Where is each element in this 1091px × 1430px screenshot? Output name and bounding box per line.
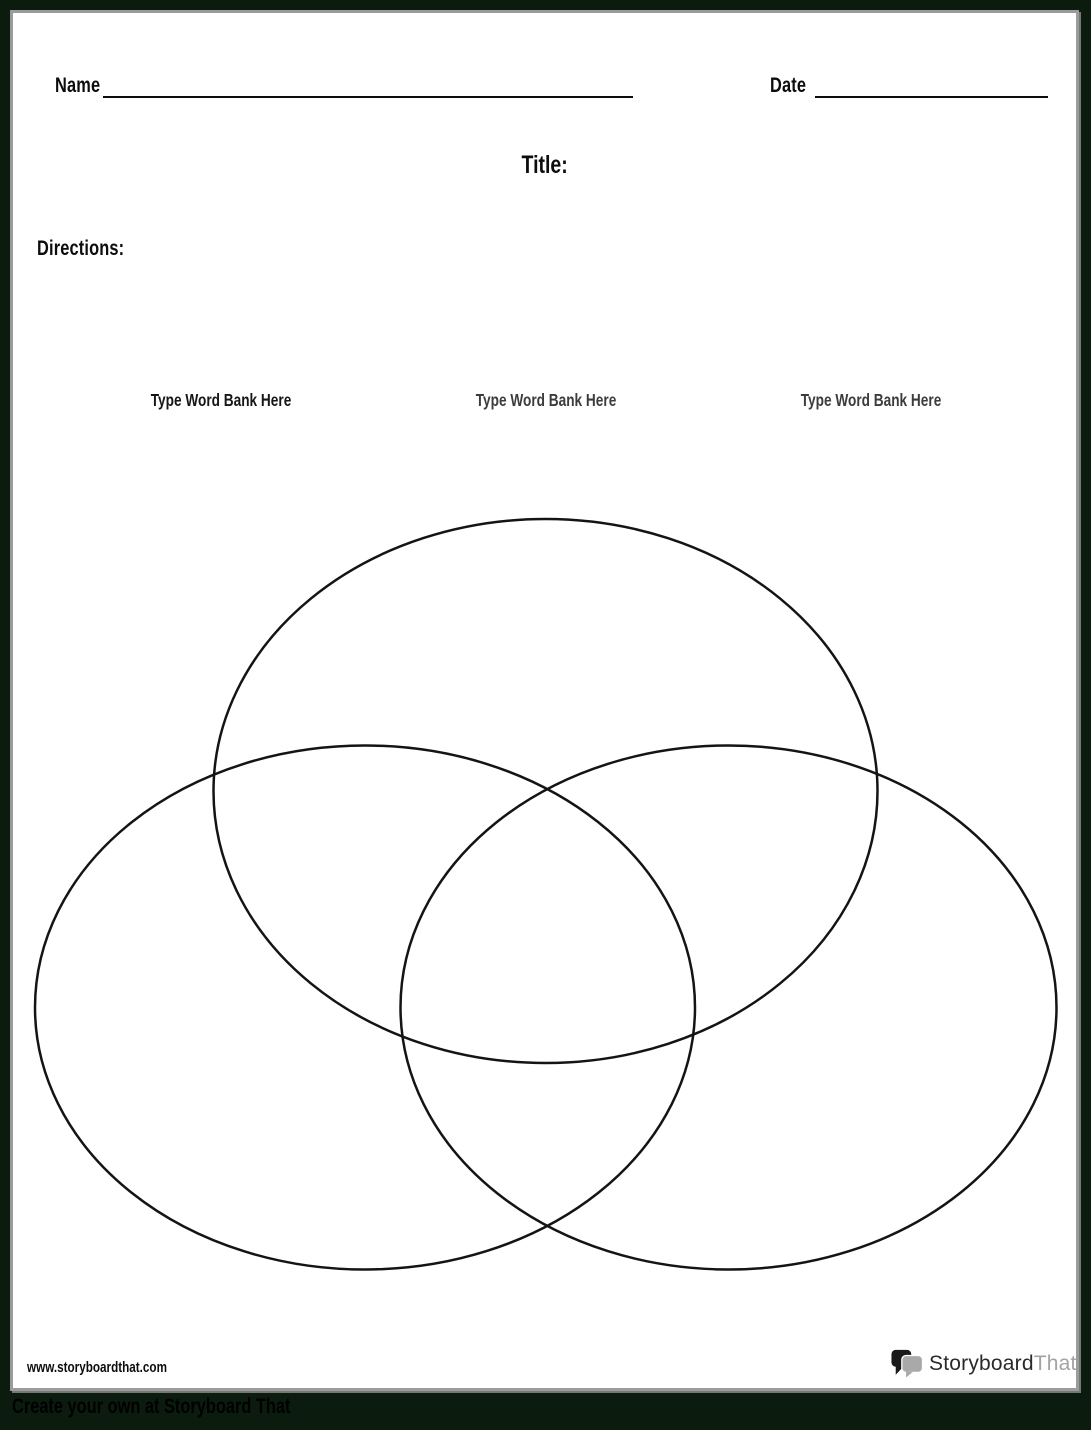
logo-wordmark	[929, 1352, 1077, 1376]
logo-text-storyboard: Storyboard	[929, 1351, 1034, 1375]
venn-diagram	[13, 13, 1076, 1388]
worksheet-page	[10, 10, 1079, 1391]
name-label-text: Name	[55, 74, 101, 97]
storyboardthat-logo	[891, 1349, 1077, 1378]
logo-text-that: That	[1033, 1351, 1077, 1375]
create-your-own-banner: Create your own at Storyboard That	[12, 1395, 291, 1418]
site-url: www.storyboardthat.com	[27, 1359, 167, 1376]
speech-bubbles-icon	[891, 1349, 923, 1378]
word-bank-placeholder-1[interactable]: Type Word Bank Here	[150, 390, 292, 410]
venn-circle-bottom-left[interactable]	[35, 746, 695, 1270]
word-bank-placeholder-2[interactable]: Type Word Bank Here	[475, 390, 617, 410]
date-label-text: Date	[770, 74, 807, 97]
page-title-text: Title:	[521, 151, 568, 179]
directions-label-text: Directions:	[37, 237, 125, 260]
venn-circle-bottom-right[interactable]	[401, 746, 1057, 1270]
word-bank-placeholder-3[interactable]: Type Word Bank Here	[800, 390, 942, 410]
